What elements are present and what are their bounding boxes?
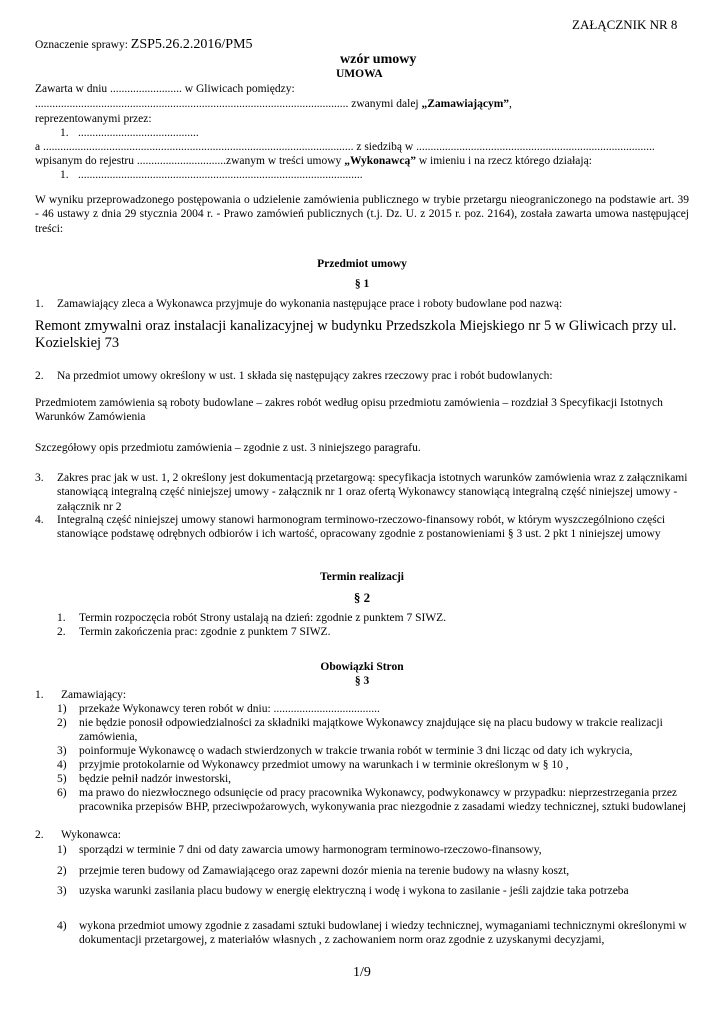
- page-number: 1/9: [353, 965, 371, 980]
- s3-a2-text: nie będzie ponosił odpowiedzialności za składniki majątkowe Wykonawcy znajdujące się na placu budowy w trakcie realizacji zamówienia,: [79, 717, 663, 744]
- s1-item-2-text: Na przedmiot umowy określony w ust. 1 składa się następujący zakres rzeczowy prac i robót budowlanych:: [57, 370, 553, 382]
- ordering-party-comma: ,: [509, 98, 512, 110]
- s3-b2-text: przejmie teren budowy od Zamawiającego oraz zapewni dozór mienia na terenie budowy na własny koszt,: [79, 865, 570, 877]
- s3-b4-text: wykona przedmiot umowy zgodnie z zasadami sztuki budowlanej i wiedzy technicznej, wymaganiami technicznymi określonymi w dokumentacji przetargowej, z materiałów własnych , z zachowaniem norm oraz zgodnie z uzyskanymi decyzjami,: [79, 920, 687, 947]
- s3-a5-number: 5): [57, 773, 67, 785]
- intro-line-ordering-party: [35, 97, 512, 111]
- s3-a5-text: będzie pełnił nadzór inwestorski,: [79, 773, 232, 785]
- section-2-number: § 2: [353, 590, 371, 605]
- section-3-number: § 3: [354, 675, 370, 687]
- s1-item-2-number: 2.: [35, 370, 44, 382]
- attachment-label: ZAŁĄCZNIK NR 8: [572, 17, 678, 32]
- ordering-party-text: zwanymi dalej: [348, 98, 422, 110]
- s3-contractor-number: 2.: [35, 829, 44, 841]
- contractor-name: „Wykonawcą”: [344, 155, 416, 167]
- representative-2-blank: ...................................................................................................: [78, 169, 363, 181]
- s3-a1-text: przekaże Wykonawcy teren robót w dniu: .....................................: [79, 703, 380, 715]
- document-subtitle: UMOWA: [336, 68, 383, 80]
- register-text: wpisanym do rejestru ...............................zwanym w treści umowy: [35, 155, 345, 167]
- intro-represented-by: reprezentowanymi przez:: [35, 113, 152, 125]
- s3-b1-number: 1): [57, 844, 67, 856]
- s2-item-1-text: Termin rozpoczęcia robót Strony ustalają na dzień: zgodnie z punktem 7 SIWZ.: [79, 612, 447, 624]
- case-number: ZSP5.26.2.2016/PM5: [130, 37, 253, 52]
- intro-line-date: Zawarta w dniu ......................... w Gliwicach pomiędzy:: [35, 83, 295, 95]
- s1-item-3-number: 3.: [35, 472, 44, 484]
- s3-b3-number: 3): [57, 885, 67, 897]
- s2-item-2-number: 2.: [57, 626, 66, 638]
- s3-b2-number: 2): [57, 865, 67, 877]
- s3-a6-text: ma prawo do niezwłocznego odsunięcie od pracy pracownika Wykonawcy, podwykonawcy w przypadku: nieprzestrzegania przez pracownika przepisów BHP, przeciwpożarowych, wykonywania prac niezgodnie z zasadami wiedzy technicznej, sztuki budowlanej: [79, 787, 687, 814]
- s2-item-2-text: Termin zakończenia prac: zgodnie z punktem 7 SIWZ.: [79, 626, 331, 638]
- intro-line-register: [35, 154, 592, 168]
- s3-a3-number: 3): [57, 745, 67, 757]
- ordering-party-blank: .............................................................................................................: [35, 98, 349, 110]
- representative-1-blank: ..........................................: [78, 127, 199, 139]
- document-title: wzór umowy: [340, 52, 417, 67]
- section-1-number: § 1: [354, 278, 370, 290]
- representative-2-number: 1.: [60, 169, 69, 181]
- project-name: Remont zmywalni oraz instalacji kanalizacyjnej w budynku Przedszkola Miejskiego nr 5 w Gliwicach przy ul. Kozielskiej 73: [35, 318, 677, 352]
- s2-item-1-number: 1.: [57, 612, 66, 624]
- s1-item-3-text: Zakres prac jak w ust. 1, 2 określony jest dokumentacją przetargową: specyfikacja istotnych warunków zamówienia wraz z załącznikami stanowiącą integralną część niniejszej umowy - załącznik nr 1 oraz ofertą Wykonawcy stanowiącą integralną część niniejszej umowy - załącznik nr 2: [57, 472, 688, 513]
- s1-item-4-text: Integralną część niniejszej umowy stanowi harmonogram terminowo-rzeczowo-finansowy robót, w którym wyszczególniono części stanowiące podstawę odrębnych odbiorów i ich wartość, opracowany zgodnie z postanowieniami § 3 ust. 2 pkt 1 niniejszej umowy: [57, 514, 666, 541]
- detail-paragraph: Szczegółowy opis przedmiotu zamówienia – zgodnie z ust. 3 niniejszego paragrafu.: [35, 442, 421, 454]
- s1-item-1-number: 1.: [35, 298, 44, 310]
- s3-a4-text: przyjmie protokolarnie od Wykonawcy przedmiot umowy na warunkach i w terminie określonym w § 10 ,: [79, 759, 569, 771]
- scope-paragraph: Przedmiotem zamówienia są roboty budowlane – zakres robót według opisu przedmiotu zamówienia – rozdział 3 Specyfikacji Istotnych Warunków Zamówienia: [35, 397, 663, 424]
- register-text-end: w imieniu i na rzecz którego działają:: [415, 155, 592, 167]
- intro-paragraph: W wyniku przeprowadzonego postępowania o udzielenie zamówienia publicznego w trybie przetargu nieograniczonego na podstawie art. 39 - 46 ustawy z dnia 29 stycznia 2004 r. - Prawo zamówień publicznych (t.j. Dz. U. z 2015 r. poz. 2164), została zawarta umowa następującej treści:: [35, 194, 689, 235]
- section-1-heading: Przedmiot umowy: [317, 258, 407, 270]
- representative-1-number: 1.: [60, 127, 69, 139]
- section-2-heading: Termin realizacji: [320, 571, 404, 583]
- s3-b4-number: 4): [57, 920, 67, 932]
- s3-a4-number: 4): [57, 759, 67, 771]
- s3-a6-number: 6): [57, 787, 67, 799]
- case-reference: [35, 36, 253, 54]
- s1-item-4-number: 4.: [35, 514, 44, 526]
- s3-b3-text: uzyska warunki zasilania placu budowy w energię elektryczną i wodę i wykona to zasilanie - jeśli zajdzie taka potrzeba: [79, 885, 629, 897]
- s3-ordering-party-number: 1.: [35, 689, 44, 701]
- s3-a1-number: 1): [57, 703, 67, 715]
- s3-a2-number: 2): [57, 717, 67, 729]
- s3-a3-text: poinformuje Wykonawcę o wadach stwierdzonych w trakcie trwania robót w terminie 3 dni licząc od daty ich wykrycia,: [79, 745, 633, 757]
- s3-b1-text: sporządzi w terminie 7 dni od daty zawarcia umowy harmonogram terminowo-rzeczowo-finansowy,: [79, 844, 542, 856]
- s1-item-1-text: Zamawiający zleca a Wykonawca przyjmuje do wykonania następujące prace i roboty budowlane pod nazwą:: [57, 298, 563, 310]
- s3-ordering-party-label: Zamawiający:: [61, 689, 127, 701]
- intro-line-contractor: a ............................................................................................................ z siedzibą w ...................................................................................: [35, 141, 655, 153]
- case-label: Oznaczenie sprawy:: [35, 39, 128, 51]
- section-3-heading: Obowiązki Stron: [320, 661, 404, 673]
- s3-contractor-label: Wykonawca:: [61, 829, 121, 841]
- ordering-party-name: „Zamawiającym”: [421, 98, 510, 110]
